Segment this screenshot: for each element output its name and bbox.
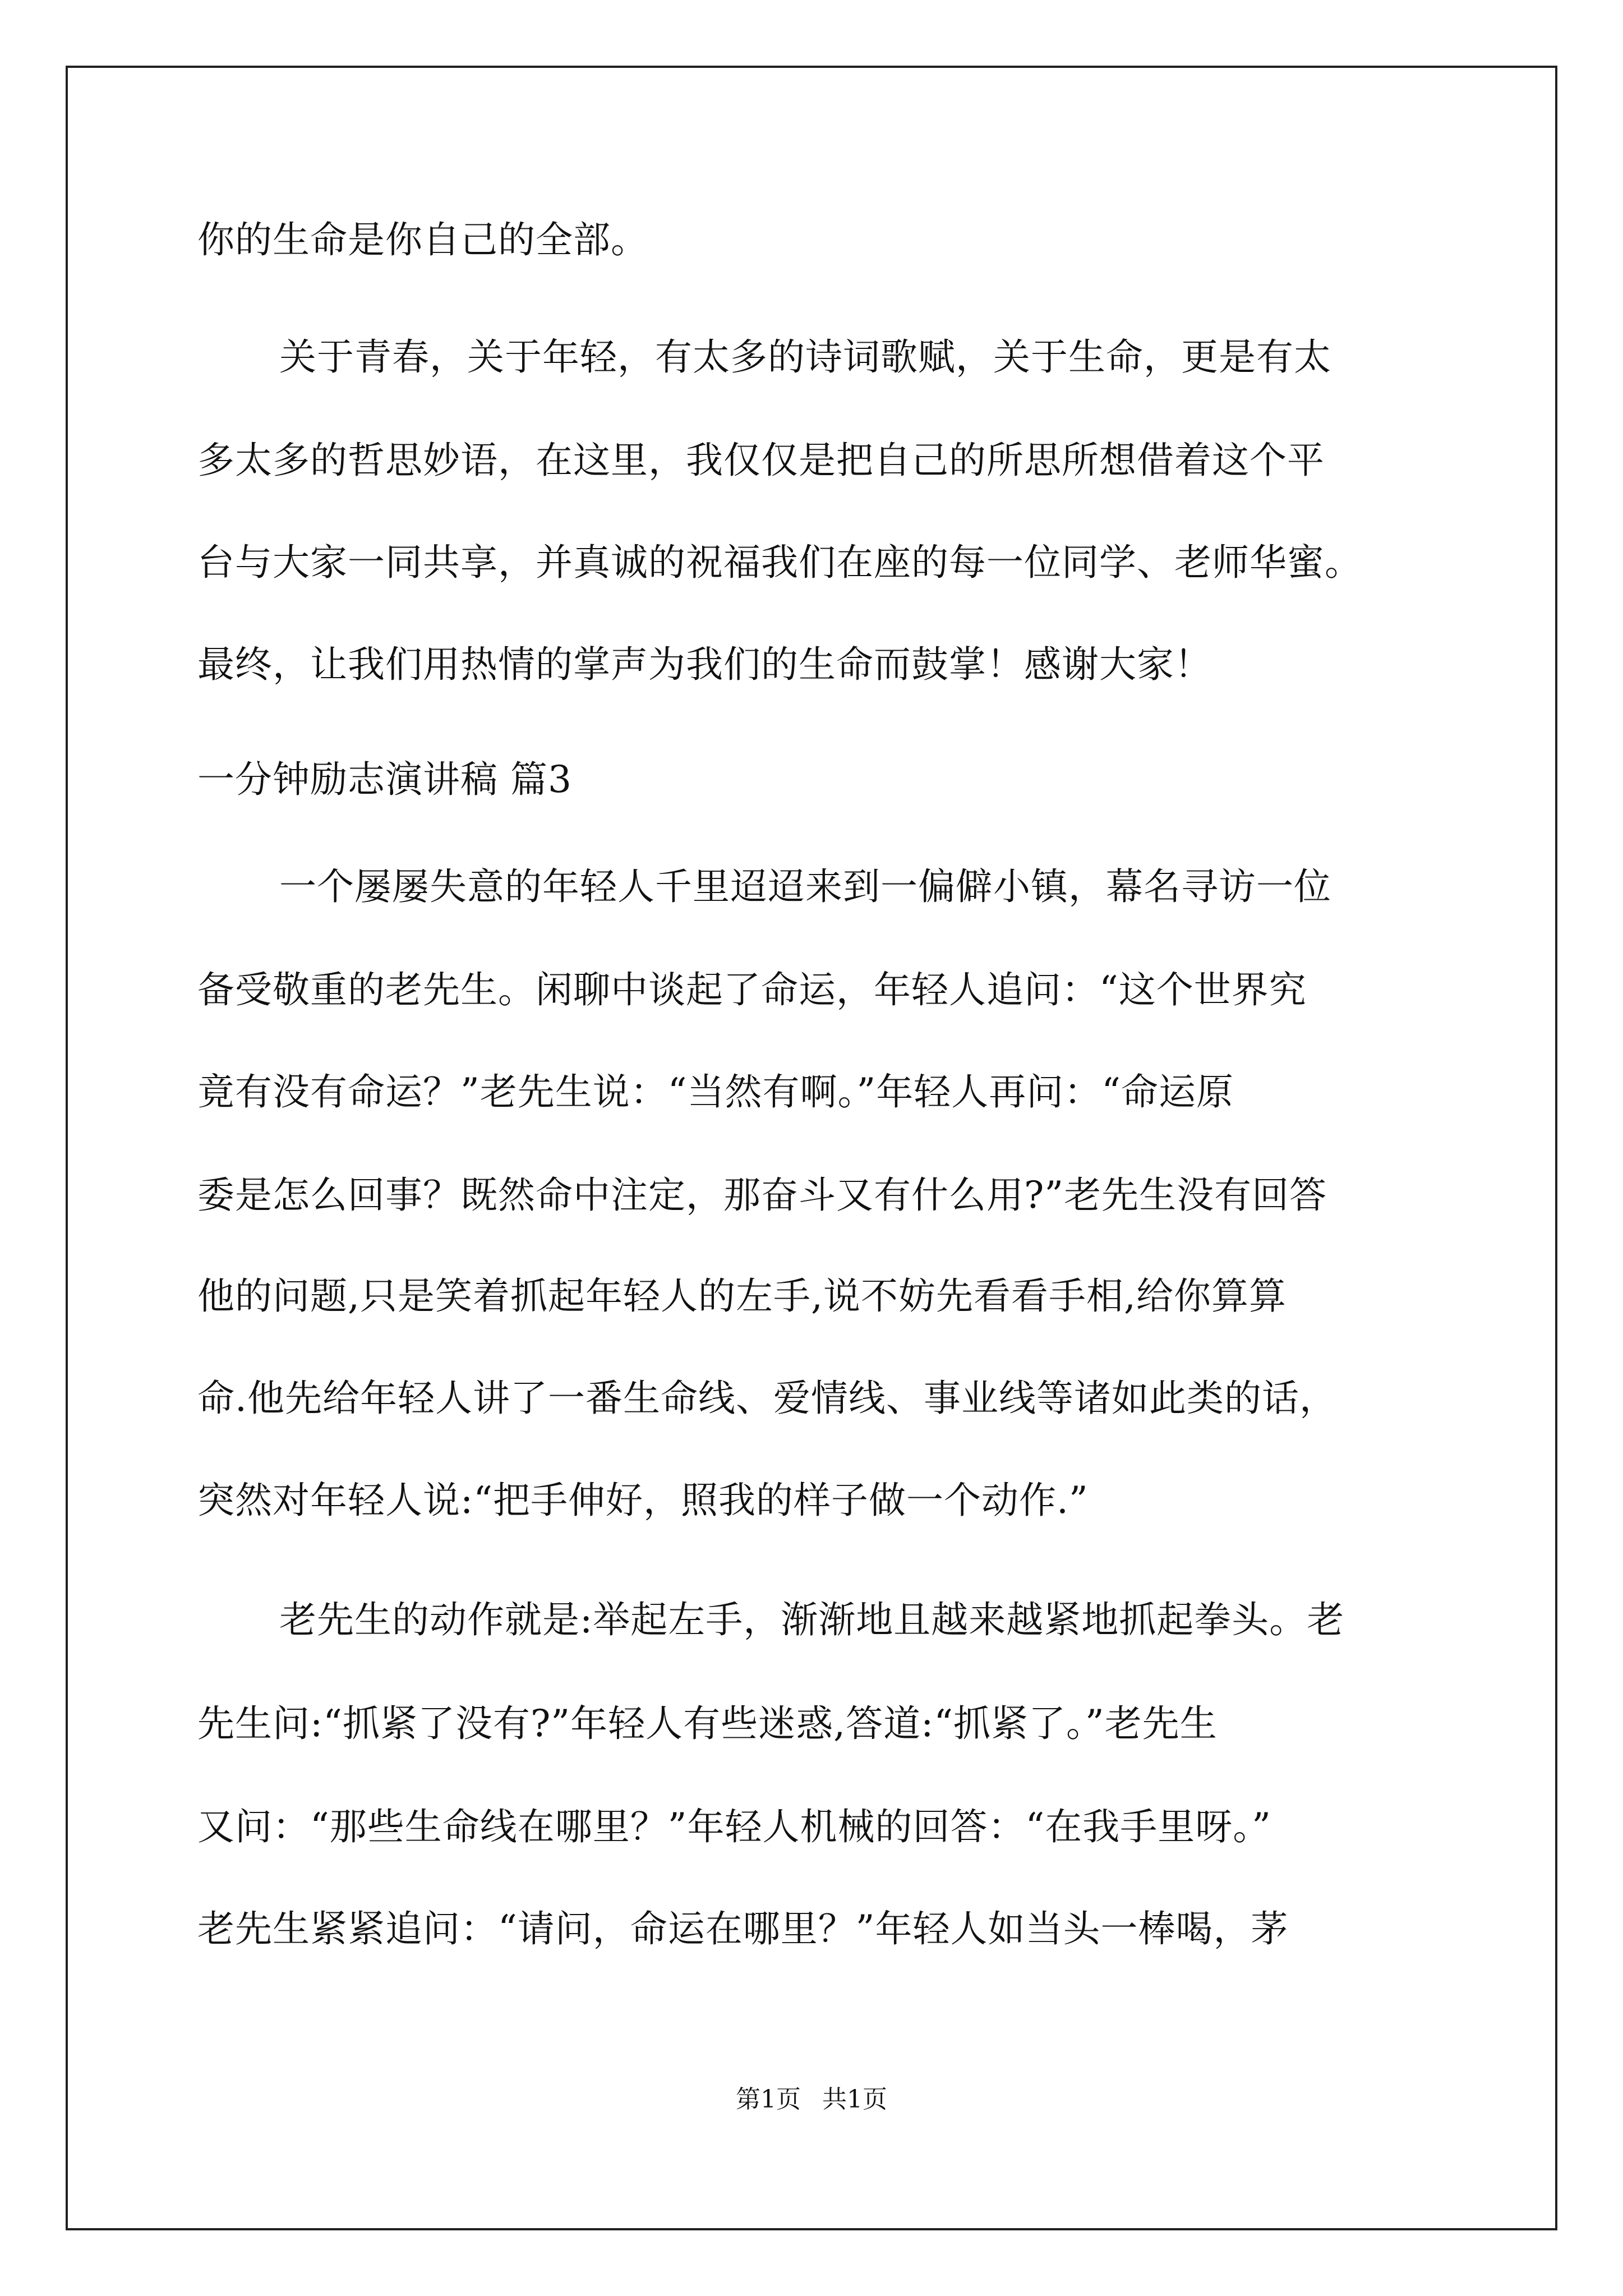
text-line: 命.他先给年轻人讲了一番生命线、爱情线、事业线等诸如此类的话， — [197, 1377, 1337, 1420]
text-line: 他的问题,只是笑着抓起年轻人的左手,说不妨先看看手相,给你算算 — [197, 1274, 1287, 1318]
text-line: 突然对年轻人说:“把手伸好，照我的样子做一个动作.” — [197, 1479, 1089, 1522]
section-heading: 一分钟励志演讲稿 篇3 — [197, 758, 572, 801]
text-line: 又问：“那些生命线在哪里？”年轻人机械的回答：“在我手里呀。” — [197, 1805, 1271, 1848]
text-line: 多太多的哲思妙语，在这里，我仅仅是把自己的所思所想借着这个平 — [197, 439, 1325, 482]
text-line: 竟有没有命运？”老先生说：“当然有啊。”年轻人再问：“命运原 — [197, 1070, 1234, 1114]
text-line: 备受敬重的老先生。闲聊中谈起了命运，年轻人追问：“这个世界究 — [197, 968, 1307, 1011]
page-number: 第1页 — [736, 2085, 801, 2114]
text-line: 台与大家一同共享，并真诚的祝福我们在座的每一位同学、老师华蜜。 — [197, 541, 1362, 584]
text-line: 先生问:“抓紧了没有?”年轻人有些迷惑,答道:“抓紧了。”老先生 — [197, 1702, 1218, 1745]
text-line: 关于青春，关于年轻，有太多的诗词歌赋，关于生命，更是有太 — [279, 335, 1331, 379]
text-line: 最终，让我们用热情的掌声为我们的生命而鼓掌！感谢大家！ — [197, 643, 1212, 686]
page-total: 共1页 — [822, 2085, 887, 2114]
text-line: 一个屡屡失意的年轻人千里迢迢来到一偏僻小镇，幕名寻访一位 — [279, 865, 1331, 908]
text-line: 老先生紧紧追问：“请问，命运在哪里？”年轻人如当头一棒喝，茅 — [197, 1907, 1289, 1950]
text-line: 你的生命是你自己的全部。 — [197, 218, 648, 261]
page-footer — [0, 2083, 1623, 2116]
text-line: 委是怎么回事？既然命中注定，那奋斗又有什么用?”老先生没有回答 — [197, 1174, 1327, 1217]
text-line: 老先生的动作就是:举起左手，渐渐地且越来越紧地抓起拳头。老 — [279, 1598, 1345, 1641]
